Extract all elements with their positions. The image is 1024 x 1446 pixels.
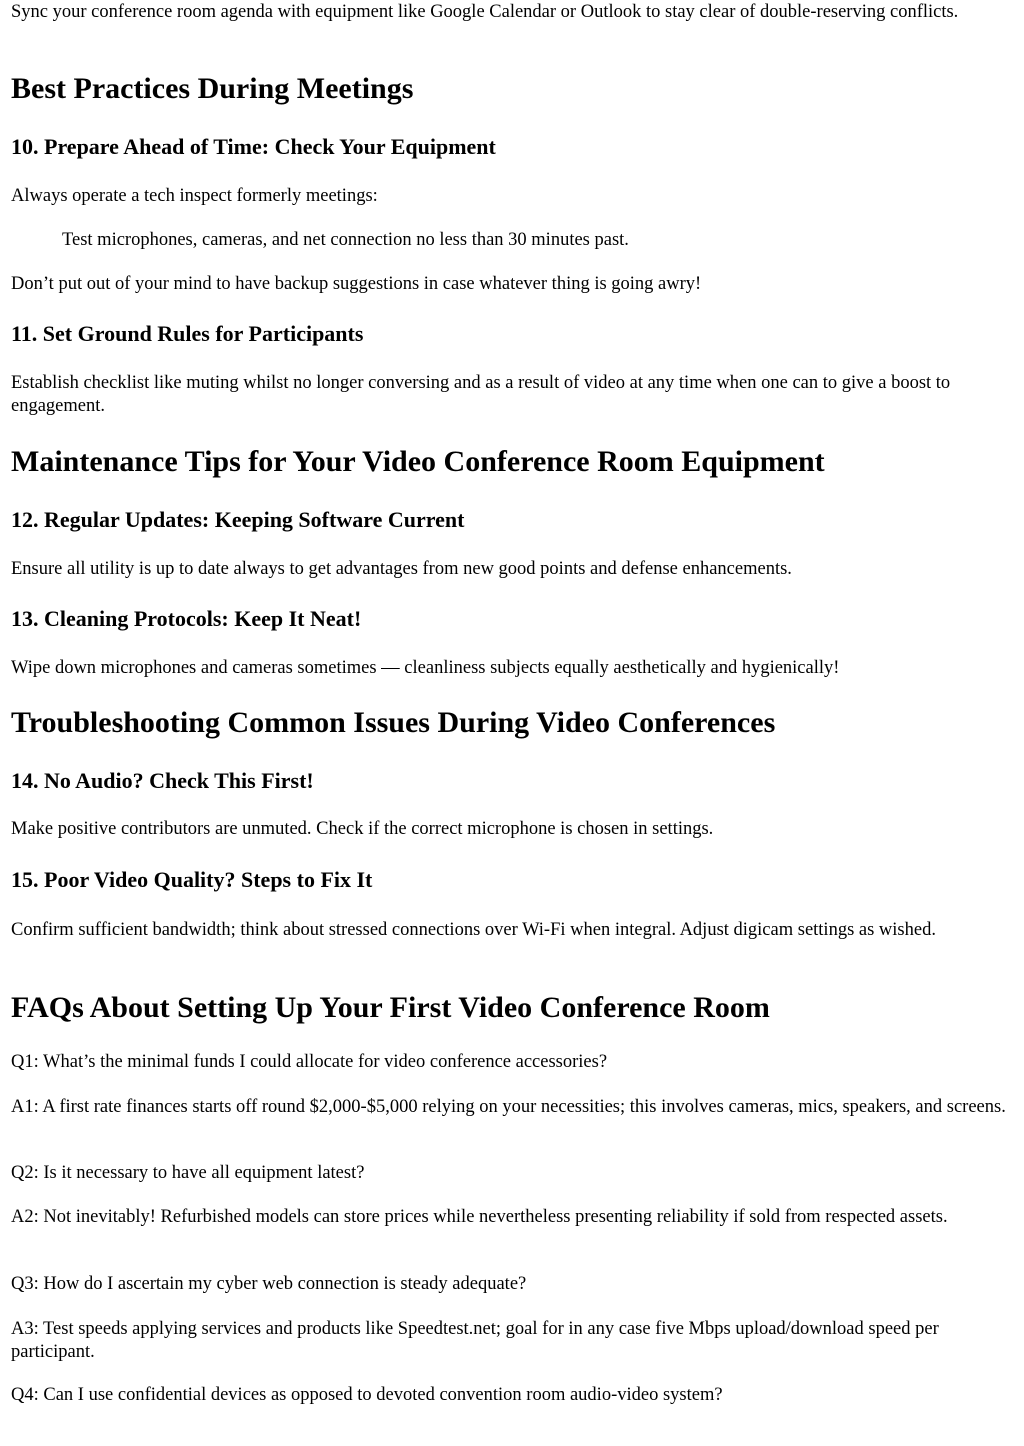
subheading-10: 10. Prepare Ahead of Time: Check Your Equipment — [11, 134, 496, 159]
faq-answer-1: A1: A first rate finances starts off round $2,000-$5,000 relying on your necessities; this involves cameras, mics, speakers, and screens. — [11, 1097, 1006, 1117]
section-heading-during-meetings: Best Practices During Meetings — [11, 72, 414, 105]
section-heading-faqs: FAQs About Setting Up Your First Video Conference Room — [11, 991, 770, 1024]
faq-question-3: Q3: How do I ascertain my cyber web connection is steady adequate? — [11, 1274, 527, 1294]
section-heading-maintenance: Maintenance Tips for Your Video Conference Room Equipment — [11, 445, 825, 478]
paragraph-11: Establish checklist like muting whilst no longer conversing and as a result of video at any time when one can to give a boost to engagement. — [11, 373, 951, 416]
section-heading-troubleshooting: Troubleshooting Common Issues During Video Conferences — [11, 706, 776, 739]
faq-answer-3: A3: Test speeds applying services and products like Speedtest.net; goal for in any case five Mbps upload/download speed per participant. — [11, 1319, 939, 1362]
paragraph-12: Ensure all utility is up to date always to get advantages from new good points and defense enhancements. — [11, 559, 792, 579]
paragraph-10-intro: Always operate a tech inspect formerly meetings: — [11, 186, 378, 206]
faq-question-2: Q2: Is it necessary to have all equipment latest? — [11, 1163, 365, 1183]
subheading-11: 11. Set Ground Rules for Participants — [11, 321, 364, 346]
subheading-14: 14. No Audio? Check This First! — [11, 768, 314, 793]
paragraph-13: Wipe down microphones and cameras sometimes — cleanliness subjects equally aesthetically and hygienically! — [11, 658, 840, 678]
paragraph-15: Confirm sufficient bandwidth; think about stressed connections over Wi-Fi when integral. Adjust digicam settings as wished. — [11, 920, 936, 940]
intro-paragraph: Sync your conference room agenda with equipment like Google Calendar or Outlook to stay clear of double-reserving conflicts. — [11, 2, 959, 22]
paragraph-10-backup: Don’t put out of your mind to have backup suggestions in case whatever thing is going awry! — [11, 274, 702, 294]
subheading-13: 13. Cleaning Protocols: Keep It Neat! — [11, 606, 362, 631]
faq-question-4: Q4: Can I use confidential devices as opposed to devoted convention room audio-video system? — [11, 1385, 723, 1405]
subheading-15: 15. Poor Video Quality? Steps to Fix It — [11, 867, 373, 892]
paragraph-14: Make positive contributors are unmuted. Check if the correct microphone is chosen in settings. — [11, 819, 714, 839]
list-item-test-equipment: Test microphones, cameras, and net connection no less than 30 minutes past. — [62, 230, 629, 250]
faq-question-1: Q1: What’s the minimal funds I could allocate for video conference accessories? — [11, 1052, 608, 1072]
faq-answer-2: A2: Not inevitably! Refurbished models can store prices while nevertheless presenting reliability if sold from respected assets. — [11, 1207, 948, 1227]
subheading-12: 12. Regular Updates: Keeping Software Current — [11, 507, 465, 532]
